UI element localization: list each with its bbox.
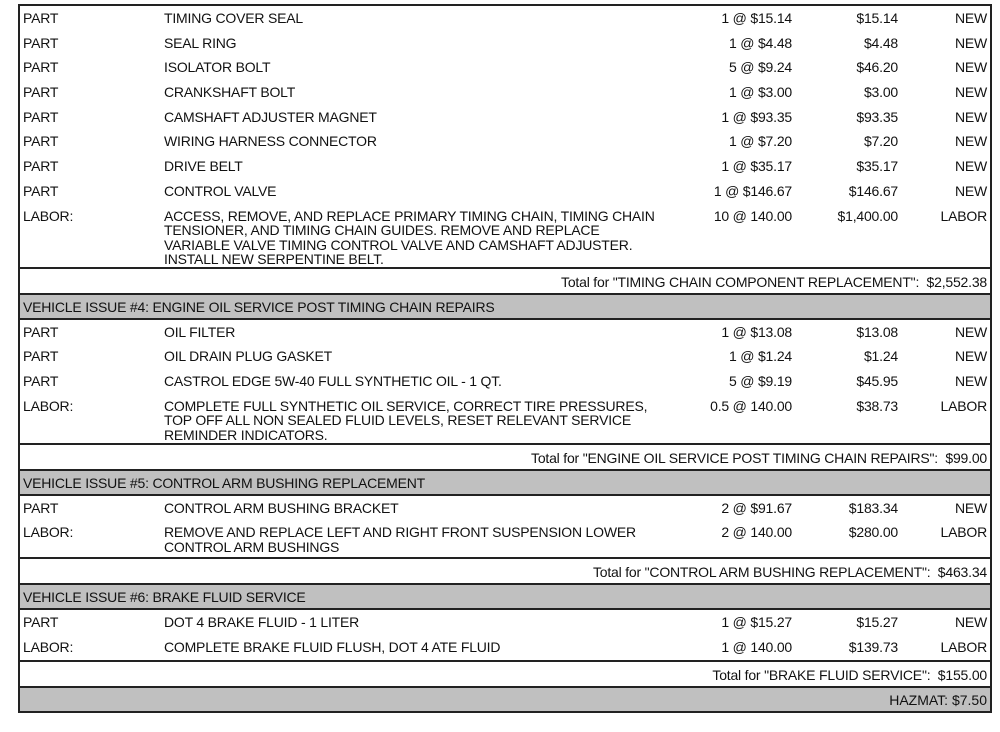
part-row (20, 105, 990, 130)
item-description: CONTROL VALVE (164, 182, 277, 199)
item-amount: $46.20 (856, 59, 898, 76)
item-description: REMOVE AND REPLACE LEFT AND RIGHT FRONT SUSPENSION LOWER CONTROL ARM BUSHINGS (164, 524, 636, 555)
item-amount: $3.00 (863, 84, 898, 101)
item-description: ACCESS, REMOVE, AND REPLACE PRIMARY TIMING CHAIN, TIMING CHAIN TENSIONER, AND TIMING CHAIN GUIDES. REMOVE AND REPLACE VARIABLE VALVE TIMING CONTROL VALVE AND CAMSHAFT ADJUSTER. INSTALL NEW SERPENTINE BELT. (164, 207, 655, 267)
section-total (20, 445, 990, 471)
labor-row (20, 635, 990, 660)
line-items (20, 496, 990, 560)
section-total-text: Total for "BRAKE FLUID SERVICE": $155.00 (712, 666, 987, 683)
section-header (20, 585, 990, 610)
item-amount: $1,400.00 (837, 207, 898, 224)
item-condition: NEW (954, 10, 987, 26)
item-quantity-rate: 1 @ $13.08 (721, 323, 792, 340)
item-description: OIL FILTER (164, 323, 236, 340)
item-quantity-rate: 10 @ 140.00 (713, 207, 792, 224)
part-row (20, 55, 990, 80)
item-amount: $280.00 (848, 524, 898, 541)
part-row (20, 369, 990, 394)
item-type: PART (23, 348, 59, 365)
section-header-title: VEHICLE ISSUE #6: BRAKE FLUID SERVICE (23, 589, 306, 606)
part-row (20, 496, 990, 521)
item-description: WIRING HARNESS CONNECTOR (164, 133, 377, 150)
section-total-text: Total for "TIMING CHAIN COMPONENT REPLACEMENT": $2,552.38 (561, 273, 987, 290)
item-amount: $15.14 (856, 10, 898, 26)
item-description: DOT 4 BRAKE FLUID - 1 LITER (164, 614, 360, 631)
item-type: PART (23, 323, 59, 340)
item-quantity-rate: 1 @ $4.48 (728, 34, 792, 51)
part-row (20, 129, 990, 154)
item-amount: $38.73 (856, 397, 898, 414)
part-row (20, 610, 990, 635)
part-row (20, 320, 990, 345)
item-description: CASTROL EDGE 5W-40 FULL SYNTHETIC OIL - 1 QT. (164, 372, 502, 389)
part-row (20, 154, 990, 179)
item-amount: $45.95 (856, 372, 898, 389)
item-condition: NEW (954, 323, 987, 340)
item-amount: $4.48 (863, 34, 898, 51)
section-header (20, 471, 990, 496)
line-items (20, 610, 990, 661)
labor-row (20, 204, 990, 267)
item-amount: $146.67 (848, 182, 898, 199)
item-type: LABOR: (23, 207, 74, 224)
item-quantity-rate: 1 @ $15.14 (721, 10, 792, 26)
item-quantity-rate: 1 @ 140.00 (721, 638, 792, 655)
item-type: PART (23, 108, 59, 125)
item-type: PART (23, 499, 59, 516)
item-quantity-rate: 1 @ $35.17 (721, 158, 792, 175)
item-condition: NEW (954, 182, 987, 199)
section-header-title: VEHICLE ISSUE #4: ENGINE OIL SERVICE POST TIMING CHAIN REPAIRS (23, 298, 495, 315)
item-condition: NEW (954, 59, 987, 76)
item-condition: NEW (954, 133, 987, 150)
item-description: CRANKSHAFT BOLT (164, 84, 296, 101)
section-total-text: Total for "ENGINE OIL SERVICE POST TIMING CHAIN REPAIRS": $99.00 (531, 449, 987, 466)
item-condition: NEW (954, 34, 987, 51)
item-amount: $7.20 (863, 133, 898, 150)
item-condition: NEW (954, 372, 987, 389)
item-quantity-rate: 1 @ $1.24 (728, 348, 792, 365)
item-condition: NEW (954, 84, 987, 101)
line-items (20, 6, 990, 269)
item-type: PART (23, 614, 59, 631)
item-amount: $139.73 (848, 638, 898, 655)
item-condition: NEW (954, 499, 987, 516)
item-type: PART (23, 372, 59, 389)
item-amount: $1.24 (863, 348, 898, 365)
item-condition: NEW (954, 348, 987, 365)
hazmat-row (20, 688, 990, 711)
item-quantity-rate: 1 @ $146.67 (713, 182, 792, 199)
item-quantity-rate: 0.5 @ 140.00 (710, 397, 792, 414)
item-quantity-rate: 2 @ 140.00 (721, 524, 792, 541)
item-amount: $183.34 (848, 499, 898, 516)
item-type: PART (23, 84, 59, 101)
item-type: PART (23, 34, 59, 51)
part-row (20, 179, 990, 204)
item-type: PART (23, 10, 59, 26)
item-type: PART (23, 182, 59, 199)
line-items (20, 320, 990, 445)
item-type: LABOR: (23, 524, 74, 541)
section-total-text: Total for "CONTROL ARM BUSHING REPLACEMENT": $463.34 (592, 564, 987, 581)
item-condition: LABOR (940, 638, 987, 655)
part-row (20, 6, 990, 31)
item-type: PART (23, 59, 59, 76)
item-type: LABOR: (23, 397, 74, 414)
item-condition: LABOR (940, 397, 987, 414)
item-description: CAMSHAFT ADJUSTER MAGNET (164, 108, 377, 125)
item-type: LABOR: (23, 638, 74, 655)
item-quantity-rate: 1 @ $93.35 (721, 108, 792, 125)
part-row (20, 31, 990, 56)
item-condition: LABOR (940, 524, 987, 541)
item-quantity-rate: 1 @ $7.20 (728, 133, 792, 150)
section-header-title: VEHICLE ISSUE #5: CONTROL ARM BUSHING REPLACEMENT (23, 474, 425, 491)
section-total (20, 559, 990, 585)
item-quantity-rate: 5 @ $9.19 (728, 372, 792, 389)
item-description: CONTROL ARM BUSHING BRACKET (164, 499, 399, 516)
item-amount: $35.17 (856, 158, 898, 175)
hazmat-fee: HAZMAT: $7.50 (889, 691, 987, 708)
item-quantity-rate: 2 @ $91.67 (721, 499, 792, 516)
item-amount: $13.08 (856, 323, 898, 340)
item-description: TIMING COVER SEAL (164, 10, 303, 26)
item-condition: NEW (954, 108, 987, 125)
item-quantity-rate: 5 @ $9.24 (728, 59, 792, 76)
item-condition: LABOR (940, 207, 987, 224)
item-description: COMPLETE FULL SYNTHETIC OIL SERVICE, CORRECT TIRE PRESSURES, TOP OFF ALL NON SEALED FLUID LEVELS, RESET RELEVANT SERVICE REMINDER INDICATORS. (164, 397, 648, 443)
section-total (20, 662, 990, 688)
item-amount: $15.27 (856, 614, 898, 631)
section-header (20, 295, 990, 320)
labor-row (20, 394, 990, 443)
section-total (20, 269, 990, 295)
item-description: ISOLATOR BOLT (164, 59, 271, 76)
item-amount: $93.35 (856, 108, 898, 125)
labor-row (20, 520, 990, 557)
invoice-table (18, 4, 992, 713)
part-row (20, 344, 990, 369)
item-quantity-rate: 1 @ $3.00 (728, 84, 792, 101)
item-description: SEAL RING (164, 34, 237, 51)
item-description: COMPLETE BRAKE FLUID FLUSH, DOT 4 ATE FLUID (164, 638, 501, 655)
item-quantity-rate: 1 @ $15.27 (721, 614, 792, 631)
item-condition: NEW (954, 158, 987, 175)
item-condition: NEW (954, 614, 987, 631)
part-row (20, 80, 990, 105)
item-description: DRIVE BELT (164, 158, 243, 175)
item-type: PART (23, 158, 59, 175)
item-type: PART (23, 133, 59, 150)
item-description: OIL DRAIN PLUG GASKET (164, 348, 332, 365)
